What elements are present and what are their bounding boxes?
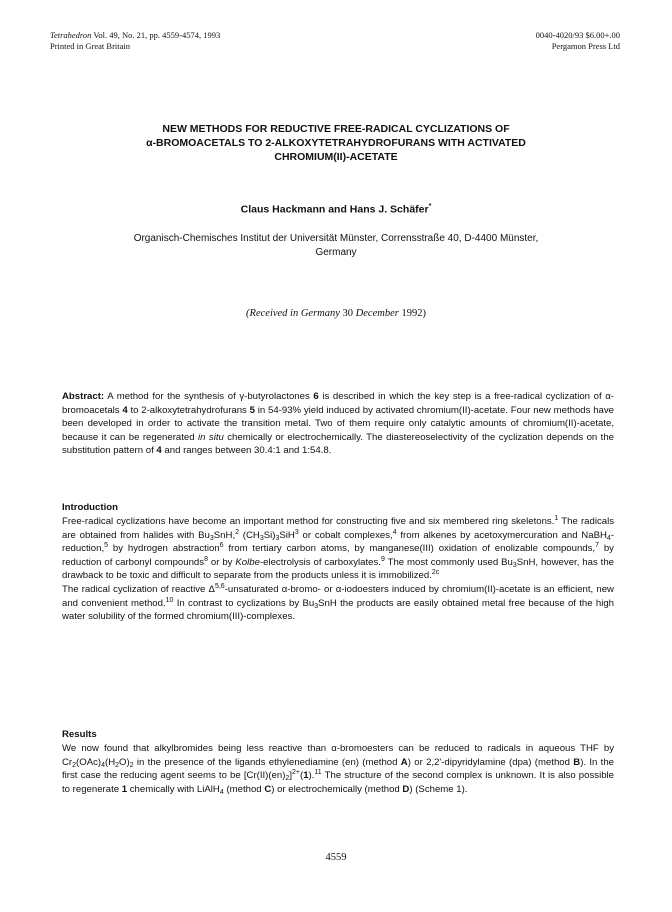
results-heading: Results — [62, 729, 97, 740]
text-run: (H — [105, 756, 116, 768]
text-run: (OAc) — [76, 756, 102, 768]
text-run: ( — [299, 770, 304, 782]
title-line-3: CHROMIUM(II)-ACETATE — [274, 151, 398, 163]
citation-ref: 5 — [104, 542, 109, 550]
text-run: in the presence of the ligands ethylenediamine (en) (method — [133, 756, 401, 768]
subscript: 4 — [606, 534, 611, 542]
method-label: C — [264, 783, 272, 795]
citation-ref: 10 — [165, 596, 174, 604]
subscript: 3 — [512, 561, 517, 569]
method-label: B — [573, 756, 581, 768]
text-run: ) or electrochemically (method — [271, 783, 403, 795]
running-header-left — [50, 30, 220, 52]
superscript: 5,6 — [214, 582, 225, 590]
text-run: The radicals are obtained from halides with Bu — [62, 516, 615, 541]
received-day: 30 — [342, 308, 354, 319]
text-run: Free-radical cyclizations have become an important method for constructing five and six membered ring skeletons. — [62, 516, 555, 527]
title-line-1: NEW METHODS FOR REDUCTIVE FREE-RADICAL CYCLIZATIONS OF — [162, 123, 510, 135]
compound-ref: 5 — [249, 404, 255, 416]
journal-citation — [50, 30, 220, 41]
subscript: 4 — [219, 788, 224, 796]
affiliation-line-1: Organisch-Chemisches Institut der Universität Münster, Corrensstraße 40, D-4400 Münster, — [133, 233, 539, 244]
text-run: ). In the first case the reducing agent seems to be [Cr(II)(en) — [62, 756, 615, 782]
citation-ref: 7 — [595, 542, 599, 550]
volume-info: Vol. 49, No. 21, pp. 4559-4574, 1993 — [93, 30, 221, 40]
citation-ref: 2c — [431, 569, 440, 577]
received-date — [60, 308, 612, 319]
text-run: from tertiary carbon atoms, by manganese(III) oxidation of enolizable compounds, — [223, 543, 596, 555]
abstract-text: chemically or electrochemically. The diastereoselectivity of the cyclization depends on the substitution pattern of — [62, 431, 615, 457]
subscript: 3 — [259, 534, 264, 542]
text-run: In contrast to cyclizations by Bu — [173, 597, 315, 609]
text-run: -reduction, — [62, 529, 615, 555]
text-run: (CH — [239, 529, 260, 541]
text-run: from alkenes by acetoxymercuration and NaBH — [396, 529, 607, 541]
introduction-body — [62, 515, 614, 624]
article-code: 0040-4020/93 $6.00+.00 — [535, 30, 620, 40]
subscript: 3 — [209, 534, 214, 542]
text-run: or by — [207, 556, 236, 568]
abstract-text: A method for the synthesis of γ-butyrolactones — [104, 391, 314, 402]
printed-in: Printed in Great Britain — [50, 41, 131, 51]
compound-ref: 1 — [303, 770, 309, 782]
compound-ref: 4 — [156, 445, 162, 457]
citation-ref: 3 — [294, 528, 299, 536]
abstract-text: to 2-alkoxytetrahydrofurans — [127, 404, 250, 416]
citation-ref: 2 — [235, 528, 240, 536]
compound-ref: 6 — [313, 391, 319, 402]
text-run: SnH, however, has the drawback to be toxic and difficult to separate from the products unless it is immobilized. — [62, 556, 614, 582]
affiliation — [60, 232, 612, 260]
subscript: 3 — [314, 602, 319, 610]
abstract — [62, 390, 614, 458]
text-run: SnH, — [213, 529, 236, 541]
text-run: The radical cyclization of reactive — [62, 583, 209, 595]
compound-ref: 4 — [122, 404, 128, 416]
text-run: -unsaturated α-bromo- or α-iodoesters induced by chromium(II)-acetate is an efficient, new and convenient method. — [62, 583, 614, 609]
subscript: 2 — [129, 761, 134, 769]
abstract-label: Abstract: — [62, 391, 105, 402]
abstract-text: is described in which the key step is a free-radical cyclization of α-bromoacetals — [62, 391, 614, 416]
citation-ref: 8 — [204, 555, 208, 563]
corresponding-author-mark: * — [428, 203, 432, 210]
received-year: 1992) — [401, 308, 426, 319]
method-label: D — [402, 783, 410, 795]
text-run: -electrolysis of carboxylates. — [259, 556, 381, 568]
authors-names: Claus Hackmann and Hans J. Schäfer — [240, 203, 429, 216]
citation-ref: 6 — [219, 542, 224, 550]
kolbe-term: Kolbe — [235, 556, 260, 568]
author-list — [60, 203, 612, 216]
text-run: by hydrogen abstraction — [108, 543, 220, 555]
in-situ-term: in situ — [198, 431, 224, 443]
text-run: (method — [223, 783, 265, 795]
citation-ref: 1 — [554, 515, 559, 522]
results-paragraph — [62, 742, 614, 796]
text-run: We now found that alkylbromides being less reactive than α-bromoesters can be reduced to radicals in aqueous THF by Cr — [62, 743, 614, 768]
method-label: A — [400, 756, 408, 768]
text-run: or cobalt complexes, — [298, 529, 393, 541]
superscript: 2+ — [292, 769, 300, 777]
results-body — [62, 742, 614, 796]
introduction-heading: Introduction — [62, 502, 118, 513]
abstract-text: in 54-93% yield induced by activated chromium(II)-acetate. Four new methods have been developed in order to activate the transition metal. Two of them require only catalytic amounts of chromium(II)-acetate, because it can be regenerated — [62, 404, 614, 443]
text-run: The structure of the second complex is unknown. It is also possible to regenerate — [62, 770, 615, 795]
received-prefix: (Received in Germany — [246, 308, 340, 319]
delta-symbol: Δ — [208, 583, 215, 595]
affiliation-line-2: Germany — [315, 247, 357, 258]
introduction-paragraph-2 — [62, 583, 614, 624]
compound-ref: 1 — [121, 783, 128, 795]
text-run: Si) — [263, 529, 276, 541]
text-run: ) or 2,2'-dipyridylamine (dpa) (method — [407, 756, 574, 768]
text-run: by reduction of carbonyl compounds — [62, 543, 614, 568]
publisher: Pergamon Press Ltd — [551, 41, 620, 51]
subscript: 2 — [72, 761, 77, 769]
text-run: The most commonly used Bu — [384, 556, 513, 568]
journal-name: Tetrahedron — [50, 30, 92, 40]
subscript: 3 — [275, 534, 280, 542]
text-run: chemically with LiAlH — [127, 783, 220, 795]
citation-ref: 4 — [392, 528, 397, 536]
received-month: December — [355, 308, 399, 319]
subscript: 2 — [115, 761, 120, 769]
text-run: ] — [289, 770, 292, 782]
subscript: 4 — [101, 761, 105, 769]
subscript: 2 — [285, 775, 290, 783]
citation-ref: 11 — [314, 769, 322, 777]
text-run: ). — [308, 770, 315, 782]
page-number: 4559 — [325, 852, 347, 863]
text-run: O) — [119, 756, 130, 768]
text-run: SnH the products are easily obtained metal free because of the high water solubility of the formed chromium(III)-complexes. — [62, 597, 614, 623]
abstract-text: and ranges between 30.4:1 and 1:54.8. — [161, 445, 332, 457]
citation-ref: 9 — [380, 555, 385, 563]
introduction-paragraph-1 — [62, 515, 614, 583]
text-run: ) (Scheme 1). — [409, 783, 468, 795]
article-title — [60, 122, 612, 164]
title-line-2: α-BROMOACETALS TO 2-ALKOXYTETRAHYDROFURANS WITH ACTIVATED — [146, 137, 526, 149]
text-run: SiH — [279, 529, 295, 541]
running-header-right — [536, 30, 620, 52]
